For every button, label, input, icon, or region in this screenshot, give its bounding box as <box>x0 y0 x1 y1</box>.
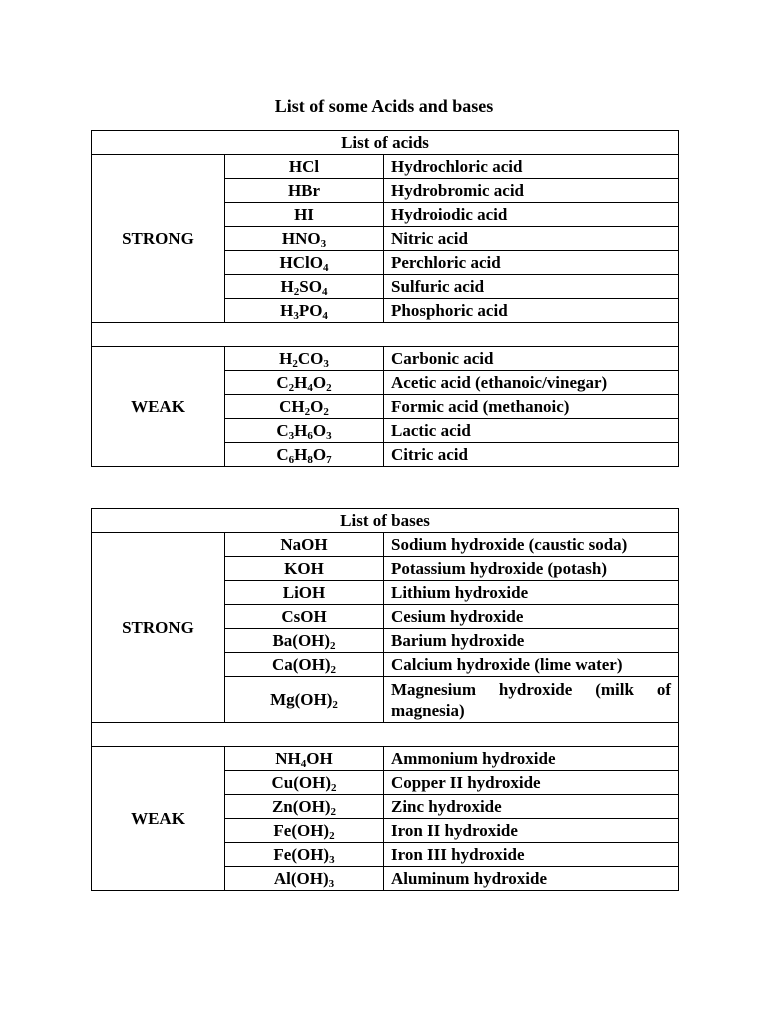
formula-subscript: 2 <box>330 640 336 652</box>
formula-cell <box>225 605 384 629</box>
formula-symbol: C <box>276 445 289 464</box>
compound-name: Hydroiodic acid <box>384 203 679 227</box>
formula-subscript: 4 <box>307 382 313 394</box>
compound-name: Aluminum hydroxide <box>384 867 679 891</box>
formula-symbol: O <box>312 373 327 392</box>
formula-subscript: 4 <box>321 286 328 298</box>
formula-symbol: O <box>312 421 327 440</box>
compound-name: Lactic acid <box>384 419 679 443</box>
formula-subscript: 3 <box>326 430 332 442</box>
formula-cell <box>225 795 384 819</box>
formula-symbol: NH <box>275 749 301 768</box>
compound-name: Ammonium hydroxide <box>384 747 679 771</box>
bases-table <box>91 508 679 891</box>
formula-symbol: H <box>280 301 294 320</box>
compound-name: Calcium hydroxide (lime water) <box>384 653 679 677</box>
compound-name: Magnesium hydroxide (milk of magnesia) <box>384 677 679 723</box>
formula-subscript: 4 <box>322 310 328 322</box>
formula-cell <box>225 819 384 843</box>
acids-spacer-row <box>92 323 679 347</box>
formula-cell <box>225 533 384 557</box>
compound-name: Cesium hydroxide <box>384 605 679 629</box>
formula-subscript: 3 <box>288 430 295 442</box>
compound-name: Iron III hydroxide <box>384 843 679 867</box>
formula-symbol: HBr <box>287 181 321 200</box>
compound-name: Carbonic acid <box>384 347 679 371</box>
compound-name: Perchloric acid <box>384 251 679 275</box>
formula-symbol: H <box>280 277 294 296</box>
formula-cell <box>225 629 384 653</box>
compound-name: Acetic acid (ethanoic/vinegar) <box>384 371 679 395</box>
formula-subscript: 2 <box>323 406 329 418</box>
table-row <box>92 155 679 179</box>
compound-name: Zinc hydroxide <box>384 795 679 819</box>
compound-name: Potassium hydroxide (potash) <box>384 557 679 581</box>
formula-subscript: 7 <box>326 454 332 466</box>
formula-subscript: 2 <box>329 830 335 842</box>
formula-cell <box>225 347 384 371</box>
bases-header: List of bases <box>92 509 679 533</box>
compound-name: Barium hydroxide <box>384 629 679 653</box>
formula-symbol: Al(OH) <box>273 869 329 888</box>
formula-cell <box>225 771 384 795</box>
formula-symbol: H <box>294 373 308 392</box>
formula-symbol: C <box>276 373 289 392</box>
formula-cell <box>225 275 384 299</box>
bases-group-strong: STRONG <box>92 533 225 723</box>
formula-cell <box>225 747 384 771</box>
formula-subscript: 3 <box>329 854 335 866</box>
formula-symbol: Mg(OH) <box>270 690 333 709</box>
formula-symbol: Fe(OH) <box>273 845 330 864</box>
compound-name: Iron II hydroxide <box>384 819 679 843</box>
formula-cell <box>225 443 384 467</box>
formula-cell <box>225 155 384 179</box>
formula-symbol: Ca(OH) <box>271 655 331 674</box>
formula-subscript: 2 <box>332 699 338 711</box>
formula-subscript: 3 <box>328 878 335 890</box>
compound-name: Lithium hydroxide <box>384 581 679 605</box>
formula-cell <box>225 203 384 227</box>
formula-symbol: Fe(OH) <box>273 821 330 840</box>
formula-cell <box>225 371 384 395</box>
bases-spacer-row <box>92 723 679 747</box>
compound-name: Hydrobromic acid <box>384 179 679 203</box>
formula-subscript: 4 <box>300 758 307 770</box>
formula-symbol: CH <box>279 397 305 416</box>
compound-name: Phosphoric acid <box>384 299 679 323</box>
compound-name: Formic acid (methanoic) <box>384 395 679 419</box>
formula-subscript: 6 <box>288 454 295 466</box>
acids-table <box>91 130 679 467</box>
formula-subscript: 2 <box>330 664 337 676</box>
formula-symbol: H <box>294 445 308 464</box>
formula-symbol: OH <box>306 749 333 768</box>
formula-subscript: 4 <box>322 262 329 274</box>
acids-header-row <box>92 131 679 155</box>
acids-header: List of acids <box>92 131 679 155</box>
bases-group-weak: WEAK <box>92 747 225 891</box>
formula-symbol: PO <box>298 301 323 320</box>
formula-symbol: Zn(OH) <box>271 797 331 816</box>
compound-name: Sulfuric acid <box>384 275 679 299</box>
formula-subscript: 2 <box>330 806 337 818</box>
formula-cell <box>225 179 384 203</box>
compound-name: Hydrochloric acid <box>384 155 679 179</box>
formula-subscript: 8 <box>307 454 313 466</box>
formula-subscript: 2 <box>326 382 332 394</box>
formula-symbol: LiOH <box>282 583 326 602</box>
formula-symbol: HNO <box>281 229 321 248</box>
formula-symbol: HI <box>294 205 314 224</box>
table-row <box>92 347 679 371</box>
formula-symbol: H <box>279 349 293 368</box>
formula-symbol: CO <box>297 349 324 368</box>
formula-symbol: NaOH <box>280 535 328 554</box>
formula-symbol: Ba(OH) <box>272 631 331 650</box>
formula-subscript: 3 <box>293 310 299 322</box>
formula-cell <box>225 677 384 723</box>
table-row <box>92 747 679 771</box>
formula-symbol: SO <box>299 277 322 296</box>
formula-symbol: KOH <box>284 559 324 578</box>
formula-cell <box>225 557 384 581</box>
acids-spacer-cell <box>92 323 679 347</box>
document-title: List of some Acids and bases <box>274 96 494 116</box>
formula-subscript: 6 <box>307 430 313 442</box>
formula-subscript: 2 <box>293 286 300 298</box>
compound-name: Copper II hydroxide <box>384 771 679 795</box>
formula-cell <box>225 867 384 891</box>
formula-subscript: 2 <box>288 382 295 394</box>
formula-cell <box>225 251 384 275</box>
table-row <box>92 533 679 557</box>
formula-cell <box>225 653 384 677</box>
formula-cell <box>225 395 384 419</box>
formula-subscript: 3 <box>323 358 329 370</box>
formula-symbol: H <box>294 421 308 440</box>
formula-symbol: CsOH <box>281 607 327 626</box>
formula-symbol: C <box>276 421 289 440</box>
formula-cell <box>225 299 384 323</box>
acids-group-strong: STRONG <box>92 155 225 323</box>
formula-cell <box>225 227 384 251</box>
formula-symbol: HClO <box>279 253 323 272</box>
formula-cell <box>225 581 384 605</box>
formula-cell <box>225 843 384 867</box>
formula-symbol: O <box>312 445 327 464</box>
compound-name: Sodium hydroxide (caustic soda) <box>384 533 679 557</box>
formula-subscript: 2 <box>292 358 298 370</box>
bases-spacer-cell <box>92 723 679 747</box>
formula-symbol: HCl <box>288 157 320 176</box>
formula-subscript: 3 <box>320 238 327 250</box>
formula-subscript: 2 <box>304 406 311 418</box>
bases-header-row <box>92 509 679 533</box>
formula-subscript: 2 <box>331 782 337 794</box>
formula-symbol: Cu(OH) <box>271 773 331 792</box>
formula-cell <box>225 419 384 443</box>
acids-group-weak: WEAK <box>92 347 225 467</box>
formula-symbol: O <box>310 397 324 416</box>
compound-name: Citric acid <box>384 443 679 467</box>
compound-name: Nitric acid <box>384 227 679 251</box>
